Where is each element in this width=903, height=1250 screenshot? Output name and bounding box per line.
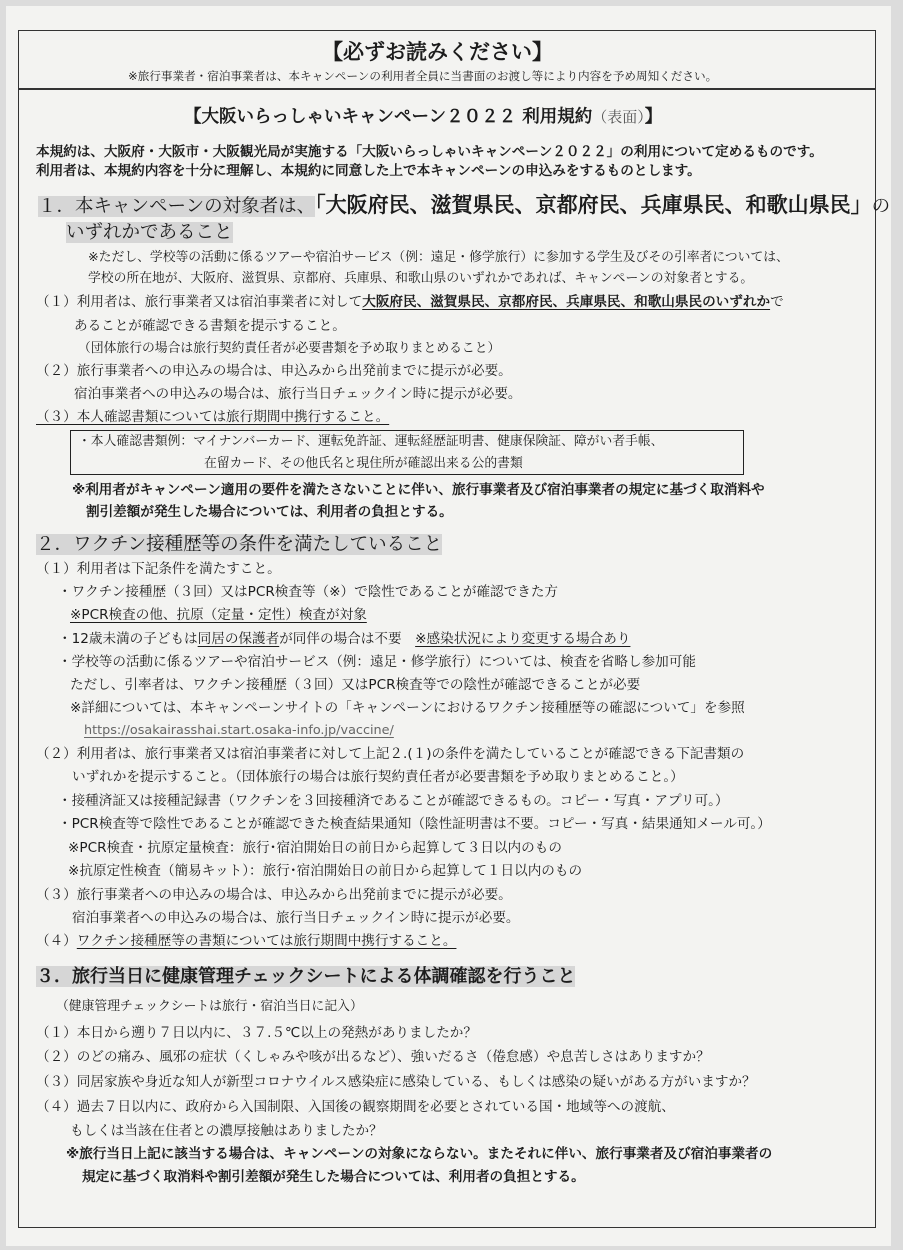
section2-l5: ・学校等の活動に係るツアーや宿泊サービス（例：遠足・修学旅行）については、検査を省略し参加可能 bbox=[58, 654, 696, 670]
doc-title-paren: （表面） bbox=[592, 108, 645, 126]
check-question-3: （３）同居家族や身近な知人が新型コロナウイルス感染症に感染している、もしくは感染の疑いがある方がいますか？ bbox=[36, 1074, 756, 1090]
section2-l12: ※PCR検査・抗原定量検査：旅行･宿泊開始日の前日から起算して３日以内のもの bbox=[68, 840, 562, 856]
check-question-1: （１）本日から遡り７日以内に、３７.５℃以上の発熱がありましたか？ bbox=[36, 1025, 477, 1041]
section2-l6: ただし、引率者は、ワクチン接種歴（３回）又はPCR検査等での陰性が確認できることが必要 bbox=[70, 677, 641, 693]
section3-warning-2: 規定に基づく取消料や割引差額が発生した場合については、利用者の負担とする。 bbox=[82, 1169, 585, 1185]
section2-l3-text: ※PCR検査の他、抗原（定量・定性）検査が対象 bbox=[70, 607, 367, 623]
section2-l4c: が同伴の場合は不要 bbox=[279, 631, 416, 647]
section2-l15: 宿泊事業者への申込みの場合は、旅行当日チェックイン時に提示が必要。 bbox=[72, 910, 520, 926]
section2-l11: ・PCR検査等で陰性であることが確認できた検査結果通知（陰性証明書は不要。コピー・写真・結果通知メール可。） bbox=[58, 816, 771, 832]
section1-warning-1: ※利用者がキャンペーン適用の要件を満たさないことに伴い、旅行事業者及び宿泊事業者の規定に基づく取消料や bbox=[72, 482, 765, 498]
header-notice: ※旅行事業者・宿泊事業者は、本キャンペーンの利用者全員に当書面のお渡し等により内容を予め周知ください。 bbox=[128, 69, 718, 83]
intro-line-2: 利用者は、本規約内容を十分に理解し、本規約に同意した上で本キャンペーンの申込みをするものとします。 bbox=[36, 163, 701, 179]
section3-sub: （健康管理チェックシートは旅行・宿泊当日に記入） bbox=[56, 999, 363, 1014]
section2-l4a: ・12歳未満の子どもは bbox=[58, 631, 198, 647]
section2-l10: ・接種済証又は接種記録書（ワクチンを３回接種済であることが確認できるもの。コピー・写真・アプリ可。） bbox=[58, 793, 729, 809]
section1-heading-pre: １．本キャンペーンの対象者は、 bbox=[38, 196, 316, 217]
check-question-4b: もしくは当該在住者との濃厚接触はありましたか？ bbox=[70, 1123, 383, 1139]
section2-l8: （２）利用者は、旅行事業者又は宿泊事業者に対して上記２.(１)の条件を満たしていることが確認できる下記書類の bbox=[36, 746, 745, 762]
id-document-examples-2: 在留カード、その他氏名と現住所が確認出来る公的書類 bbox=[204, 456, 523, 471]
section1-item1 bbox=[36, 293, 784, 311]
section2-l2: ・ワクチン接種歴（３回）又はPCR検査等（※）で陰性であることが確認できた方 bbox=[58, 584, 559, 600]
section2-l1: （１）利用者は下記条件を満たすこと。 bbox=[36, 561, 281, 577]
intro-line-1: 本規約は、大阪府・大阪市・大阪観光局が実施する「大阪いらっしゃいキャンペーン２０２２」の利用について定めるものです。 bbox=[36, 144, 823, 160]
section1-heading bbox=[38, 193, 890, 219]
section3-heading-text: ３．旅行当日に健康管理チェックシートによる体調確認を行うこと bbox=[36, 966, 576, 987]
section2-l7: ※詳細については、本キャンペーンサイトの「キャンペーンにおけるワクチン接種歴等の確認について」を参照 bbox=[70, 700, 745, 716]
section2-l3 bbox=[70, 606, 367, 624]
section3-warning-1: ※旅行当日上記に該当する場合は、キャンペーンの対象にならない。またそれに伴い、旅行事業者及び宿泊事業者の bbox=[66, 1146, 773, 1162]
section1-item1-pre: （１）利用者は、旅行事業者又は宿泊事業者に対して bbox=[36, 294, 363, 310]
section1-item3 bbox=[36, 408, 389, 426]
section1-heading-post: の bbox=[871, 196, 891, 217]
vaccine-info-link[interactable] bbox=[84, 722, 394, 740]
section1-item1-bold: 大阪府民、滋賀県民、京都府民、兵庫県民、和歌山県民のいずれか bbox=[362, 294, 771, 310]
section2-heading-text: ２．ワクチン接種歴等の条件を満たしていること bbox=[36, 534, 443, 555]
section1-item2-line1: （２）旅行事業者への申込みの場合は、申込みから出発前までに提示が必要。 bbox=[36, 363, 512, 379]
section1-item1-line2: あることが確認できる書類を提示すること。 bbox=[74, 318, 346, 334]
section1-note-1: ※ただし、学校等の活動に係るツアーや宿泊サービス（例：遠足・修学旅行）に参加する学生及びその引率者については、 bbox=[88, 250, 789, 265]
vaccine-info-link-text[interactable]: https://osakairasshai.start.osaka-info.jp/vaccine/ bbox=[84, 723, 394, 738]
section1-note-2: 学校の所在地が、大阪府、滋賀県、京都府、兵庫県、和歌山県のいずれかであれば、キャンペーンの対象者とする。 bbox=[88, 271, 754, 286]
section2-l16b: ワクチン接種歴等の書類については旅行期間中携行すること。 bbox=[76, 933, 457, 949]
section2-l14: （３）旅行事業者への申込みの場合は、申込みから出発前までに提示が必要。 bbox=[36, 887, 512, 903]
header-title: 【必ずお読みください】 bbox=[322, 40, 553, 64]
section1-item1-post: で bbox=[770, 294, 784, 310]
section1-heading-line2 bbox=[66, 220, 233, 245]
doc-title bbox=[184, 105, 662, 129]
section2-l9: いずれかを提示すること。（団体旅行の場合は旅行契約責任者が必要書類を予め取りまとめること。） bbox=[72, 769, 684, 785]
doc-title-main: 【大阪いらっしゃいキャンペーン２０２２ 利用規約 bbox=[184, 107, 593, 127]
section3-heading bbox=[36, 964, 575, 989]
section2-l16a: （４） bbox=[36, 933, 77, 949]
section1-heading-target: 「大阪府民、滋賀県民、京都府民、兵庫県民、和歌山県民」 bbox=[315, 193, 872, 217]
section2-l16 bbox=[36, 932, 456, 950]
doc-title-close: 】 bbox=[644, 107, 663, 127]
section1-warning-2: 割引差額が発生した場合については、利用者の負担とする。 bbox=[86, 504, 453, 520]
section1-heading-line2-text: いずれかであること bbox=[66, 222, 233, 243]
section1-item3-text: （３）本人確認書類については旅行期間中携行すること。 bbox=[36, 409, 390, 425]
section2-l4d: ※感染状況により変更する場合あり bbox=[415, 631, 631, 647]
section2-l13: ※抗原定性検査（簡易キット）：旅行･宿泊開始日の前日から起算して１日以内のもの bbox=[68, 863, 583, 879]
check-question-4a: （４）過去７日以内に、政府から入国制限、入国後の観察期間を必要とされている国・地域等への渡航、 bbox=[36, 1099, 675, 1115]
section2-l4b: 同居の保護者 bbox=[197, 631, 280, 647]
check-question-2: （２）のどの痛み、風邪の症状（くしゃみや咳が出るなど）、強いだるさ（倦怠感）や息苦しさはありますか？ bbox=[36, 1049, 710, 1065]
header-divider bbox=[19, 88, 875, 90]
id-document-examples-1: ・本人確認書類例：マイナンバーカード、運転免許証、運転経歴証明書、健康保険証、障がい者手帳、 bbox=[78, 434, 664, 449]
section2-l4 bbox=[58, 630, 630, 648]
section2-heading bbox=[36, 532, 442, 557]
section1-item1-line3: （団体旅行の場合は旅行契約責任者が必要書類を予め取りまとめること） bbox=[78, 341, 501, 356]
section1-item2-line2: 宿泊事業者への申込みの場合は、旅行当日チェックイン時に提示が必要。 bbox=[74, 386, 522, 402]
